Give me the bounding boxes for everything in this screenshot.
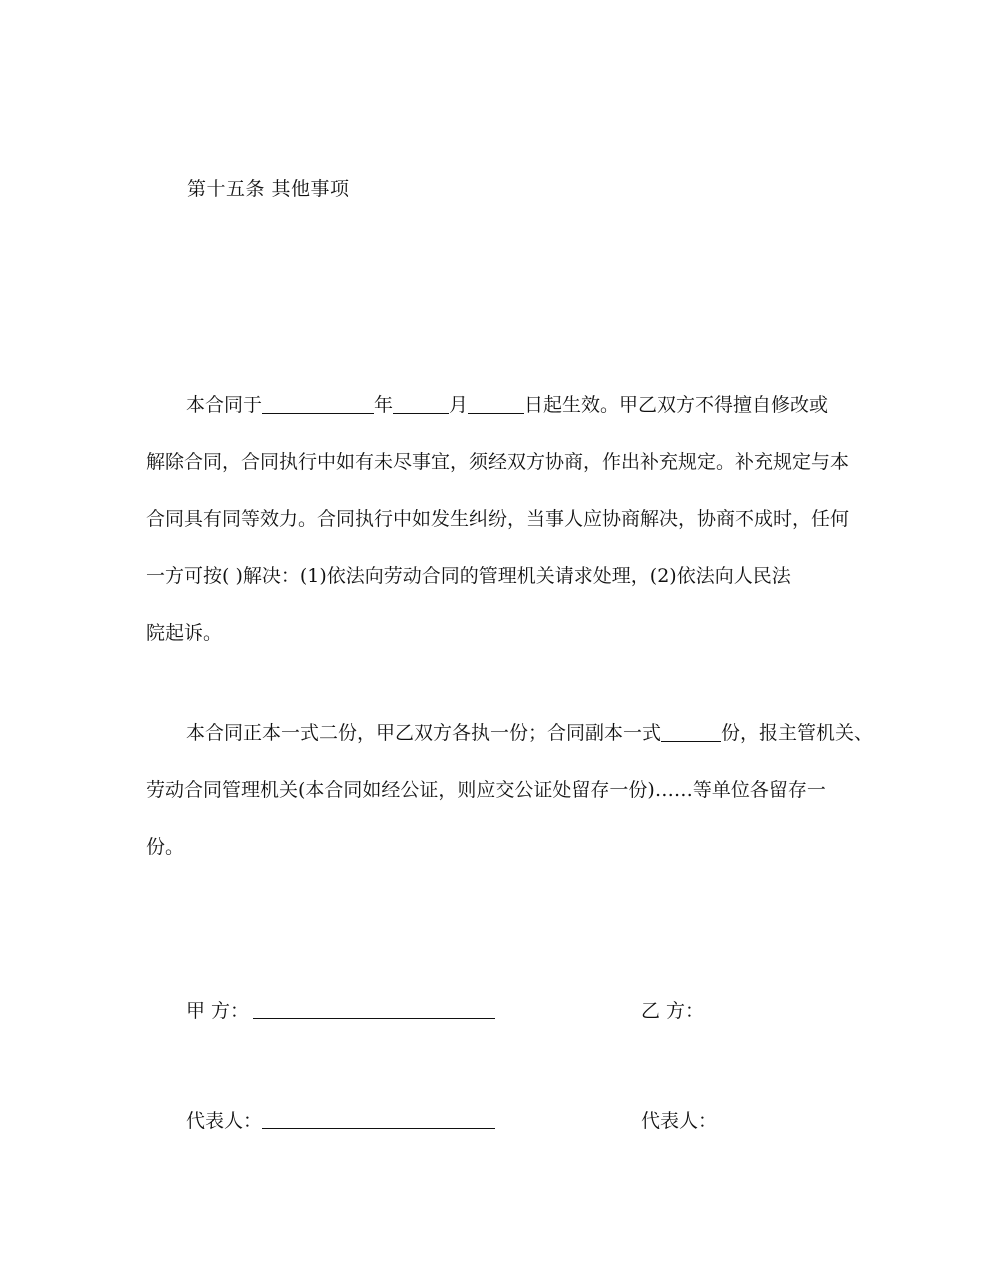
paragraph-line: 解除合同，合同执行中如有未尽事宜，须经双方协商，作出补充规定。补充规定与本 [146, 451, 850, 473]
year-blank [262, 391, 374, 414]
party-a-label: 甲 方： [186, 1000, 250, 1022]
text-fragment: 年 [374, 394, 394, 416]
text-fragment: 月 [449, 394, 469, 416]
party-b-label: 乙 方： [641, 1000, 705, 1022]
text-fragment: 本合同于 [186, 394, 263, 416]
paragraph-line: 一方可按( )解决：(1)依法向劳动合同的管理机关请求处理，(2)依法向人民法 [146, 565, 791, 587]
day-blank [468, 391, 524, 414]
party-a-signature-line [253, 1018, 495, 1019]
representative-b-label: 代表人： [641, 1110, 718, 1132]
month-blank [393, 391, 449, 414]
representative-a-label: 代表人： [186, 1110, 263, 1132]
paragraph-line [146, 705, 874, 762]
effective-clause-paragraph [146, 377, 856, 662]
paragraph-line: 劳动合同管理机关(本合同如经公证，则应交公证处留存一份)……等单位各留存一 [146, 779, 826, 801]
text-fragment: 本合同正本一式二份，甲乙双方各执一份；合同副本一式 [186, 722, 662, 744]
copies-count-blank [661, 719, 721, 742]
paragraph-line: 份。 [146, 836, 185, 858]
representative-a-signature-line [262, 1128, 495, 1129]
paragraph-line [146, 377, 856, 434]
text-fragment: 份，报主管机关、 [721, 722, 874, 744]
paragraph-line: 合同具有同等效力。合同执行中如发生纠纷，当事人应协商解决，协商不成时，任何 [146, 508, 850, 530]
paragraph-line: 院起诉。 [146, 622, 223, 644]
copies-clause-paragraph [146, 705, 874, 876]
section-heading: 第十五条 其他事项 [187, 178, 350, 200]
text-fragment: 日起生效。甲乙双方不得擅自修改或 [524, 394, 829, 416]
